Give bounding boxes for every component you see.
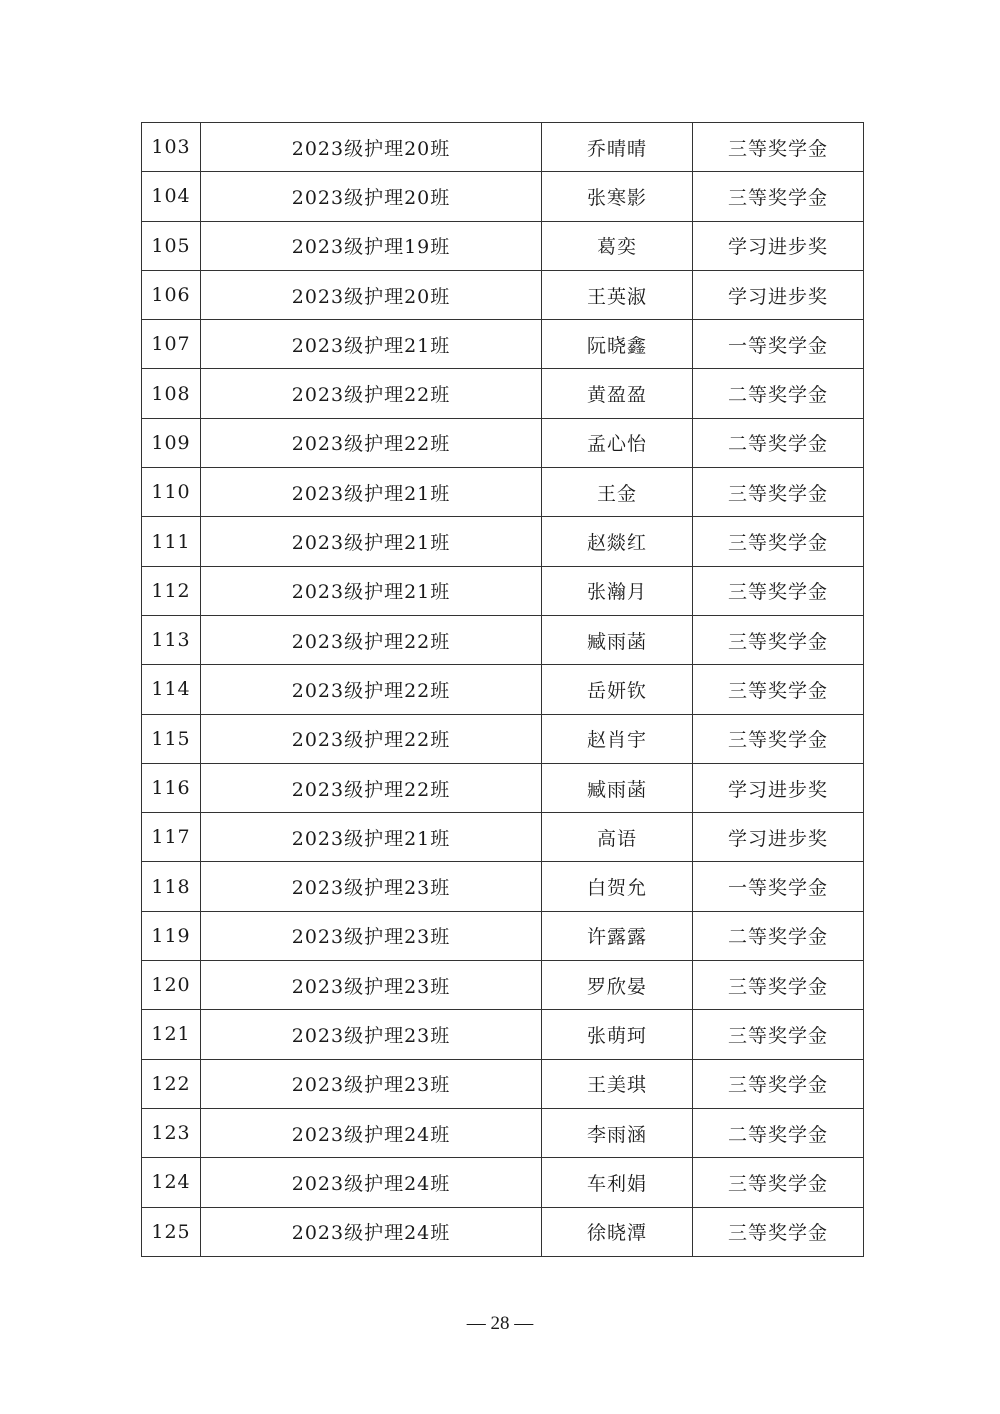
table-row	[142, 665, 864, 714]
table-row	[142, 221, 864, 270]
row-number-cell: 117	[142, 813, 201, 862]
row-number-cell: 121	[142, 1010, 201, 1059]
class-cell: 2023级护理19班	[201, 221, 542, 270]
student-name-cell: 罗欣晏	[542, 961, 693, 1010]
row-number-cell: 103	[142, 123, 201, 172]
row-number-cell: 118	[142, 862, 201, 911]
award-cell: 三等奖学金	[693, 714, 864, 763]
table-row	[142, 517, 864, 566]
table-row	[142, 566, 864, 615]
class-cell: 2023级护理23班	[201, 862, 542, 911]
table-row	[142, 813, 864, 862]
row-number-cell: 114	[142, 665, 201, 714]
student-name-cell: 乔晴晴	[542, 123, 693, 172]
table-row	[142, 320, 864, 369]
student-name-cell: 王美琪	[542, 1059, 693, 1108]
class-cell: 2023级护理20班	[201, 123, 542, 172]
award-cell: 三等奖学金	[693, 665, 864, 714]
award-cell: 学习进步奖	[693, 813, 864, 862]
row-number-cell: 108	[142, 369, 201, 418]
row-number-cell: 105	[142, 221, 201, 270]
student-name-cell: 高语	[542, 813, 693, 862]
table-row	[142, 270, 864, 319]
award-cell: 三等奖学金	[693, 566, 864, 615]
class-cell: 2023级护理23班	[201, 1059, 542, 1108]
class-cell: 2023级护理21班	[201, 468, 542, 517]
table-row	[142, 468, 864, 517]
award-cell: 三等奖学金	[693, 1158, 864, 1207]
table-row	[142, 961, 864, 1010]
row-number-cell: 125	[142, 1207, 201, 1256]
class-cell: 2023级护理22班	[201, 418, 542, 467]
student-name-cell: 徐晓潭	[542, 1207, 693, 1256]
award-cell: 二等奖学金	[693, 1108, 864, 1157]
row-number-cell: 115	[142, 714, 201, 763]
student-name-cell: 李雨涵	[542, 1108, 693, 1157]
class-cell: 2023级护理21班	[201, 813, 542, 862]
award-cell: 二等奖学金	[693, 911, 864, 960]
student-name-cell: 张瀚月	[542, 566, 693, 615]
row-number-cell: 112	[142, 566, 201, 615]
table-row	[142, 1010, 864, 1059]
student-name-cell: 许露露	[542, 911, 693, 960]
row-number-cell: 122	[142, 1059, 201, 1108]
student-name-cell: 王金	[542, 468, 693, 517]
class-cell: 2023级护理24班	[201, 1158, 542, 1207]
award-cell: 三等奖学金	[693, 123, 864, 172]
class-cell: 2023级护理23班	[201, 961, 542, 1010]
award-cell: 三等奖学金	[693, 961, 864, 1010]
row-number-cell: 110	[142, 468, 201, 517]
student-name-cell: 岳妍钦	[542, 665, 693, 714]
row-number-cell: 120	[142, 961, 201, 1010]
class-cell: 2023级护理23班	[201, 911, 542, 960]
table-row	[142, 1158, 864, 1207]
class-cell: 2023级护理22班	[201, 615, 542, 664]
student-name-cell: 张萌珂	[542, 1010, 693, 1059]
award-cell: 三等奖学金	[693, 1207, 864, 1256]
student-name-cell: 臧雨菡	[542, 615, 693, 664]
class-cell: 2023级护理21班	[201, 320, 542, 369]
award-cell: 二等奖学金	[693, 418, 864, 467]
award-cell: 三等奖学金	[693, 172, 864, 221]
award-cell: 一等奖学金	[693, 862, 864, 911]
class-cell: 2023级护理21班	[201, 517, 542, 566]
row-number-cell: 109	[142, 418, 201, 467]
student-name-cell: 张寒影	[542, 172, 693, 221]
class-cell: 2023级护理20班	[201, 172, 542, 221]
class-cell: 2023级护理22班	[201, 763, 542, 812]
table-row	[142, 418, 864, 467]
table-row	[142, 911, 864, 960]
table-row	[142, 714, 864, 763]
class-cell: 2023级护理22班	[201, 369, 542, 418]
table-row	[142, 862, 864, 911]
award-cell: 三等奖学金	[693, 468, 864, 517]
award-cell: 三等奖学金	[693, 517, 864, 566]
student-name-cell: 葛奕	[542, 221, 693, 270]
student-name-cell: 车利娟	[542, 1158, 693, 1207]
row-number-cell: 124	[142, 1158, 201, 1207]
row-number-cell: 104	[142, 172, 201, 221]
award-cell: 学习进步奖	[693, 270, 864, 319]
row-number-cell: 113	[142, 615, 201, 664]
award-cell: 一等奖学金	[693, 320, 864, 369]
class-cell: 2023级护理23班	[201, 1010, 542, 1059]
table-row	[142, 615, 864, 664]
award-cell: 三等奖学金	[693, 615, 864, 664]
row-number-cell: 116	[142, 763, 201, 812]
table-row	[142, 1059, 864, 1108]
row-number-cell: 107	[142, 320, 201, 369]
student-name-cell: 白贺允	[542, 862, 693, 911]
student-name-cell: 黄盈盈	[542, 369, 693, 418]
student-name-cell: 阮晓鑫	[542, 320, 693, 369]
student-name-cell: 王英淑	[542, 270, 693, 319]
class-cell: 2023级护理22班	[201, 665, 542, 714]
page-number: — 28 —	[466, 1313, 534, 1334]
row-number-cell: 119	[142, 911, 201, 960]
student-name-cell: 赵肖宇	[542, 714, 693, 763]
table-row	[142, 123, 864, 172]
student-name-cell: 赵燚红	[542, 517, 693, 566]
award-cell: 二等奖学金	[693, 369, 864, 418]
award-list-table	[141, 122, 864, 1257]
class-cell: 2023级护理20班	[201, 270, 542, 319]
table-row	[142, 1207, 864, 1256]
table-row	[142, 369, 864, 418]
award-cell: 三等奖学金	[693, 1059, 864, 1108]
table-row	[142, 172, 864, 221]
award-cell: 学习进步奖	[693, 221, 864, 270]
table-row	[142, 763, 864, 812]
class-cell: 2023级护理22班	[201, 714, 542, 763]
table-row	[142, 1108, 864, 1157]
row-number-cell: 111	[142, 517, 201, 566]
award-cell: 三等奖学金	[693, 1010, 864, 1059]
award-list-body	[142, 123, 864, 1257]
class-cell: 2023级护理24班	[201, 1108, 542, 1157]
student-name-cell: 孟心怡	[542, 418, 693, 467]
student-name-cell: 臧雨菡	[542, 763, 693, 812]
award-cell: 学习进步奖	[693, 763, 864, 812]
class-cell: 2023级护理24班	[201, 1207, 542, 1256]
row-number-cell: 123	[142, 1108, 201, 1157]
class-cell: 2023级护理21班	[201, 566, 542, 615]
row-number-cell: 106	[142, 270, 201, 319]
